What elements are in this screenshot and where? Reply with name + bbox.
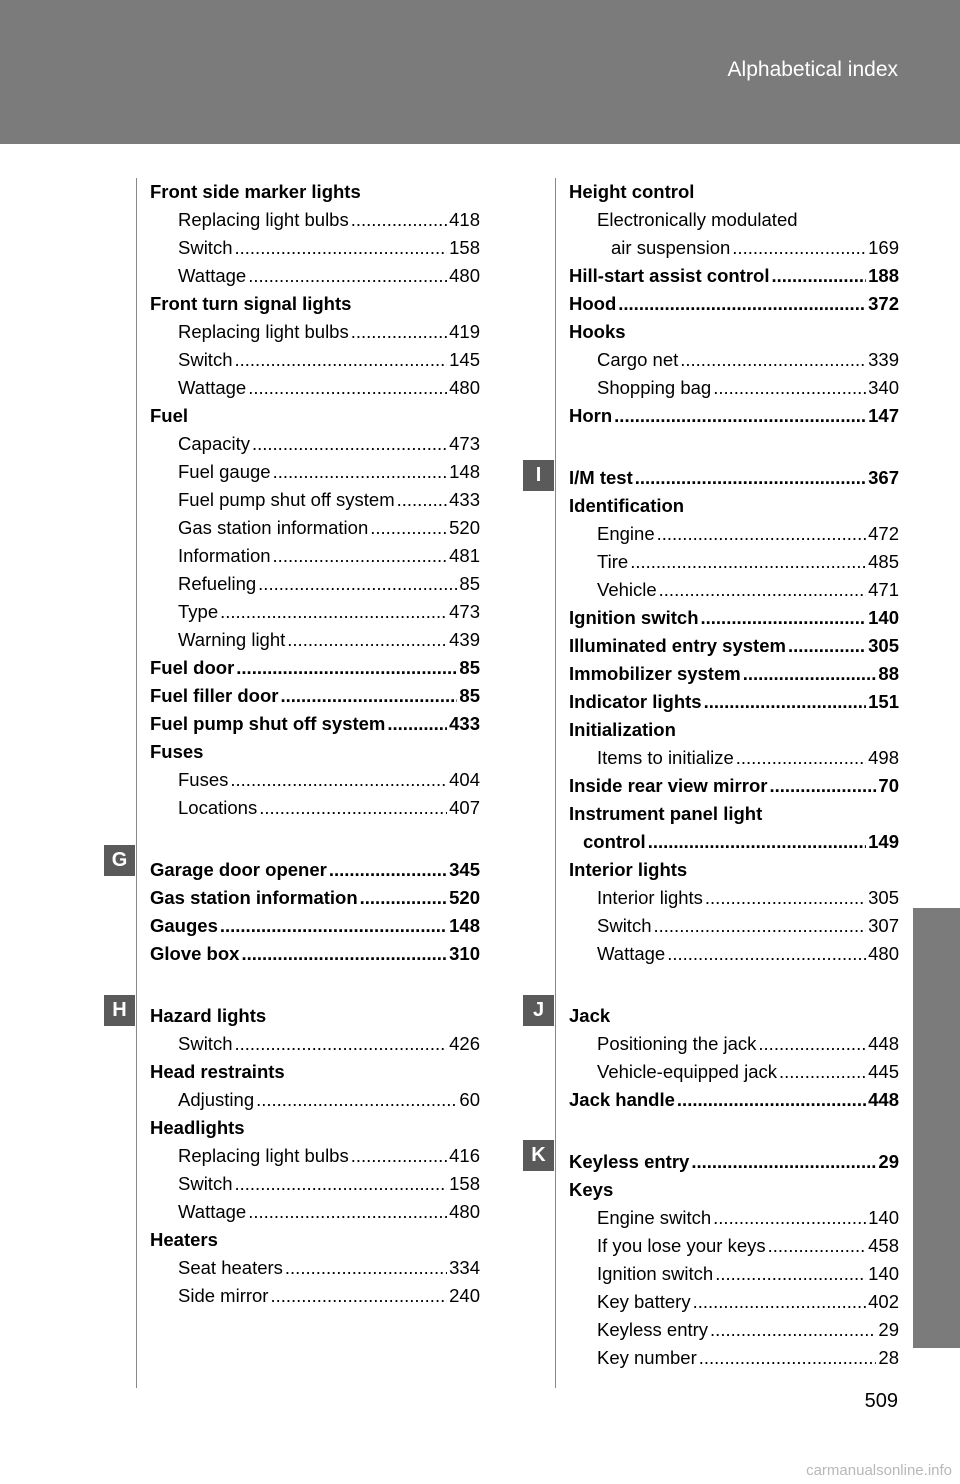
page-reference[interactable]: 404 bbox=[449, 769, 480, 790]
index-subentry[interactable] bbox=[569, 744, 899, 772]
entry-label: Engine bbox=[597, 523, 655, 544]
dot-leader bbox=[736, 744, 866, 772]
index-heading[interactable] bbox=[569, 772, 899, 800]
index-subentry[interactable] bbox=[569, 346, 899, 374]
index-heading bbox=[569, 800, 899, 828]
entry-label: Switch bbox=[597, 915, 652, 936]
entry-label: Key number bbox=[597, 1347, 697, 1368]
page-reference[interactable]: 472 bbox=[868, 523, 899, 544]
page-reference[interactable]: 334 bbox=[449, 1257, 480, 1278]
entry-label: Wattage bbox=[178, 377, 247, 398]
page-reference[interactable]: 148 bbox=[449, 915, 480, 936]
dot-leader bbox=[252, 430, 447, 458]
section-gap bbox=[569, 1114, 899, 1148]
entry-label: Information bbox=[178, 545, 271, 566]
entry-label: air suspension bbox=[611, 237, 731, 258]
dot-leader bbox=[657, 520, 867, 548]
dot-leader bbox=[351, 206, 447, 234]
dot-leader bbox=[677, 1086, 866, 1114]
entry-label: Wattage bbox=[178, 1201, 247, 1222]
dot-leader bbox=[693, 1288, 867, 1316]
page-reference[interactable]: 458 bbox=[868, 1235, 899, 1256]
index-subentry[interactable] bbox=[569, 1058, 899, 1086]
index-subentry[interactable] bbox=[569, 374, 899, 402]
index-heading bbox=[150, 290, 480, 318]
dot-leader bbox=[614, 402, 866, 430]
index-subentry[interactable] bbox=[150, 486, 480, 514]
page-reference[interactable]: 345 bbox=[449, 859, 480, 880]
dot-leader bbox=[758, 1030, 866, 1058]
dot-leader bbox=[235, 346, 448, 374]
page-reference[interactable]: 148 bbox=[449, 461, 480, 482]
index-heading[interactable] bbox=[150, 912, 480, 940]
index-subentry[interactable] bbox=[150, 570, 480, 598]
dot-leader bbox=[360, 884, 447, 912]
index-heading bbox=[150, 738, 480, 766]
index-heading[interactable] bbox=[150, 682, 480, 710]
index-subentry[interactable] bbox=[569, 940, 899, 968]
dot-leader bbox=[701, 604, 867, 632]
index-heading bbox=[150, 178, 480, 206]
index-subentry[interactable] bbox=[569, 1316, 899, 1344]
index-subentry[interactable] bbox=[150, 766, 480, 794]
index-subentry[interactable] bbox=[569, 576, 899, 604]
dot-leader bbox=[705, 884, 866, 912]
entry-label: Heaters bbox=[150, 1229, 218, 1250]
page-reference[interactable]: 473 bbox=[449, 601, 480, 622]
entry-label: Keyless entry bbox=[569, 1151, 690, 1172]
index-subentry[interactable] bbox=[569, 912, 899, 940]
page-reference[interactable]: 140 bbox=[868, 1207, 899, 1228]
entry-label: Engine switch bbox=[597, 1207, 712, 1228]
index-subentry[interactable] bbox=[150, 626, 480, 654]
entry-label: Switch bbox=[178, 1173, 233, 1194]
index-heading[interactable] bbox=[569, 262, 899, 290]
entry-label: Keyless entry bbox=[597, 1319, 709, 1340]
page-reference[interactable]: 140 bbox=[868, 1263, 899, 1284]
index-subentry[interactable] bbox=[150, 430, 480, 458]
index-heading bbox=[569, 856, 899, 884]
entry-label: Fuel door bbox=[150, 657, 235, 678]
index-column-left bbox=[150, 178, 480, 1310]
index-subentry[interactable] bbox=[569, 1204, 899, 1232]
index-heading[interactable] bbox=[150, 884, 480, 912]
dot-leader bbox=[235, 1170, 448, 1198]
dot-leader bbox=[248, 1198, 447, 1226]
entry-label: Gas station information bbox=[150, 887, 358, 908]
dot-leader bbox=[654, 912, 867, 940]
entry-label: Tire bbox=[597, 551, 629, 572]
index-subentry[interactable] bbox=[150, 514, 480, 542]
entry-label: Capacity bbox=[178, 433, 250, 454]
entry-label: Items to initialize bbox=[597, 747, 734, 768]
dot-leader bbox=[329, 856, 447, 884]
index-heading[interactable] bbox=[569, 1148, 899, 1176]
page-reference[interactable]: 305 bbox=[868, 635, 899, 656]
page-reference[interactable]: 149 bbox=[868, 831, 899, 852]
entry-label: Seat heaters bbox=[178, 1257, 283, 1278]
page-reference[interactable]: 85 bbox=[459, 657, 480, 678]
page-reference[interactable]: 416 bbox=[449, 1145, 480, 1166]
dot-leader bbox=[713, 1204, 866, 1232]
section-letter-j[interactable]: J bbox=[523, 995, 554, 1026]
index-heading bbox=[569, 1176, 899, 1204]
page-reference[interactable]: 158 bbox=[449, 1173, 480, 1194]
page-reference[interactable]: 29 bbox=[878, 1319, 899, 1340]
index-subentry[interactable] bbox=[569, 1232, 899, 1260]
section-gap bbox=[569, 430, 899, 464]
index-heading bbox=[150, 1058, 480, 1086]
page-reference[interactable]: 310 bbox=[449, 943, 480, 964]
index-subentry[interactable] bbox=[150, 346, 480, 374]
entry-label: Cargo net bbox=[597, 349, 679, 370]
section-letter-k[interactable]: K bbox=[523, 1140, 554, 1171]
dot-leader bbox=[699, 1344, 877, 1372]
index-heading[interactable] bbox=[150, 710, 480, 738]
entry-label: Glove box bbox=[150, 943, 240, 964]
entry-label: Vehicle bbox=[597, 579, 657, 600]
index-subentry[interactable] bbox=[150, 374, 480, 402]
page-reference[interactable]: 418 bbox=[449, 209, 480, 230]
dot-leader bbox=[771, 262, 866, 290]
entry-label: Indicator lights bbox=[569, 691, 702, 712]
dot-leader bbox=[258, 570, 457, 598]
entry-label: If you lose your keys bbox=[597, 1235, 766, 1256]
index-heading bbox=[569, 716, 899, 744]
dot-leader bbox=[715, 1260, 866, 1288]
page-reference[interactable]: 85 bbox=[459, 685, 480, 706]
index-heading[interactable] bbox=[569, 402, 899, 430]
page-reference[interactable]: 433 bbox=[449, 489, 480, 510]
dot-leader bbox=[630, 548, 866, 576]
dot-leader bbox=[256, 1086, 457, 1114]
page-reference[interactable]: 433 bbox=[449, 713, 480, 734]
dot-leader bbox=[710, 1316, 876, 1344]
dot-leader bbox=[635, 464, 866, 492]
index-subentry[interactable] bbox=[150, 1170, 480, 1198]
entry-label: Gauges bbox=[150, 915, 218, 936]
entry-label: Keys bbox=[569, 1179, 614, 1200]
dot-leader bbox=[659, 576, 866, 604]
dot-leader bbox=[680, 346, 866, 374]
page-reference[interactable]: 169 bbox=[868, 237, 899, 258]
entry-label: Instrument panel light bbox=[569, 803, 763, 824]
entry-label: Hill-start assist control bbox=[569, 265, 770, 286]
dot-leader bbox=[235, 234, 448, 262]
page-reference[interactable]: 485 bbox=[868, 551, 899, 572]
index-heading bbox=[150, 1226, 480, 1254]
dot-leader bbox=[220, 598, 447, 626]
index-heading bbox=[569, 318, 899, 346]
section-letter-h[interactable]: H bbox=[104, 995, 135, 1026]
entry-label: Locations bbox=[178, 797, 258, 818]
page-reference[interactable]: 480 bbox=[449, 265, 480, 286]
index-heading[interactable] bbox=[569, 688, 899, 716]
page-reference[interactable]: 158 bbox=[449, 237, 480, 258]
entry-label: Key battery bbox=[597, 1291, 691, 1312]
index-heading bbox=[569, 1002, 899, 1030]
index-subentry[interactable] bbox=[150, 1198, 480, 1226]
watermark: carmanualsonline.info bbox=[806, 1462, 952, 1479]
index-subentry[interactable] bbox=[150, 234, 480, 262]
dot-leader bbox=[241, 940, 447, 968]
entry-label: Replacing light bulbs bbox=[178, 321, 349, 342]
entry-label: Fuel filler door bbox=[150, 685, 279, 706]
page-reference[interactable]: 60 bbox=[459, 1089, 480, 1110]
index-subentry[interactable] bbox=[569, 548, 899, 576]
index-subentry[interactable] bbox=[150, 1254, 480, 1282]
entry-label: Front side marker lights bbox=[150, 181, 361, 202]
page-reference[interactable]: 339 bbox=[868, 349, 899, 370]
entry-label: Vehicle-equipped jack bbox=[597, 1061, 777, 1082]
index-heading bbox=[150, 1114, 480, 1142]
entry-label: Fuel bbox=[150, 405, 189, 426]
page-reference[interactable]: 480 bbox=[449, 377, 480, 398]
page-reference[interactable]: 419 bbox=[449, 321, 480, 342]
dot-leader bbox=[351, 1142, 447, 1170]
entry-label: Type bbox=[178, 601, 219, 622]
left-column-rule bbox=[136, 178, 137, 1388]
index-subentry[interactable] bbox=[569, 1344, 899, 1372]
page-reference[interactable]: 340 bbox=[868, 377, 899, 398]
index-heading[interactable] bbox=[150, 654, 480, 682]
page-reference[interactable]: 407 bbox=[449, 797, 480, 818]
entry-label: Fuses bbox=[150, 741, 204, 762]
entry-label: Garage door opener bbox=[150, 859, 327, 880]
index-heading[interactable] bbox=[569, 464, 899, 492]
entry-label: Interior lights bbox=[569, 859, 688, 880]
dot-leader bbox=[618, 290, 866, 318]
entry-label: I/M test bbox=[569, 467, 633, 488]
dot-leader bbox=[648, 828, 866, 856]
entry-label: Height control bbox=[569, 181, 695, 202]
page-reference[interactable]: 85 bbox=[459, 573, 480, 594]
index-subentry[interactable] bbox=[569, 1030, 899, 1058]
dot-leader bbox=[230, 766, 447, 794]
index-subentry[interactable] bbox=[150, 1086, 480, 1114]
dot-leader bbox=[691, 1148, 876, 1176]
dot-leader bbox=[287, 626, 447, 654]
page-reference[interactable]: 307 bbox=[868, 915, 899, 936]
entry-label: Illuminated entry system bbox=[569, 635, 786, 656]
index-subentry[interactable] bbox=[150, 1030, 480, 1058]
entry-label: Hooks bbox=[569, 321, 626, 342]
entry-label: Initialization bbox=[569, 719, 676, 740]
entry-label: Horn bbox=[569, 405, 613, 426]
index-subentry[interactable] bbox=[150, 1282, 480, 1310]
dot-leader bbox=[769, 772, 876, 800]
entry-label: Fuel gauge bbox=[178, 461, 271, 482]
dot-leader bbox=[248, 262, 447, 290]
entry-label: Immobilizer system bbox=[569, 663, 741, 684]
dot-leader bbox=[235, 1030, 448, 1058]
dot-leader bbox=[768, 1232, 866, 1260]
entry-label: Jack handle bbox=[569, 1089, 675, 1110]
index-heading[interactable] bbox=[569, 604, 899, 632]
entry-label: Interior lights bbox=[597, 887, 703, 908]
entry-label: Replacing light bulbs bbox=[178, 1145, 349, 1166]
section-letter-g[interactable]: G bbox=[104, 845, 135, 876]
page-reference[interactable]: 439 bbox=[449, 629, 480, 650]
index-subentry[interactable] bbox=[150, 318, 480, 346]
index-heading bbox=[150, 402, 480, 430]
index-heading[interactable] bbox=[569, 660, 899, 688]
index-heading[interactable] bbox=[569, 828, 899, 856]
section-thumb-tab bbox=[913, 908, 960, 1348]
entry-label: Fuel pump shut off system bbox=[178, 489, 395, 510]
entry-label: Electronically modulated bbox=[597, 209, 798, 230]
section-gap bbox=[150, 968, 480, 1002]
page-reference[interactable]: 498 bbox=[868, 747, 899, 768]
page-reference[interactable]: 305 bbox=[868, 887, 899, 908]
dot-leader bbox=[248, 374, 447, 402]
entry-label: Front turn signal lights bbox=[150, 293, 352, 314]
entry-label: Shopping bag bbox=[597, 377, 712, 398]
dot-leader bbox=[732, 234, 866, 262]
entry-label: Wattage bbox=[178, 265, 247, 286]
page-reference[interactable]: 448 bbox=[868, 1033, 899, 1054]
index-subentry[interactable] bbox=[150, 206, 480, 234]
entry-label: Fuses bbox=[178, 769, 229, 790]
entry-label: Side mirror bbox=[178, 1285, 269, 1306]
page-reference[interactable]: 520 bbox=[449, 887, 480, 908]
index-subentry[interactable] bbox=[150, 794, 480, 822]
index-subentry[interactable] bbox=[569, 884, 899, 912]
page-reference[interactable]: 480 bbox=[868, 943, 899, 964]
page-reference[interactable]: 473 bbox=[449, 433, 480, 454]
index-heading[interactable] bbox=[569, 632, 899, 660]
dot-leader bbox=[351, 318, 447, 346]
entry-label: Identification bbox=[569, 495, 685, 516]
section-gap bbox=[569, 968, 899, 1002]
index-subentry[interactable] bbox=[150, 262, 480, 290]
index-subentry[interactable] bbox=[569, 234, 899, 262]
index-column-right bbox=[569, 178, 899, 1372]
dot-leader bbox=[704, 688, 867, 716]
entry-label: Adjusting bbox=[178, 1089, 255, 1110]
entry-label: Refueling bbox=[178, 573, 257, 594]
page-reference[interactable]: 145 bbox=[449, 349, 480, 370]
entry-label: Ignition switch bbox=[597, 1263, 714, 1284]
page-reference[interactable]: 402 bbox=[868, 1291, 899, 1312]
dot-leader bbox=[236, 654, 457, 682]
page-reference[interactable]: 445 bbox=[868, 1061, 899, 1082]
page-reference[interactable]: 372 bbox=[868, 293, 899, 314]
dot-leader bbox=[397, 486, 448, 514]
page-reference[interactable]: 240 bbox=[449, 1285, 480, 1306]
page-number: 509 bbox=[864, 1390, 898, 1412]
dot-leader bbox=[743, 660, 877, 688]
index-subentry[interactable] bbox=[569, 520, 899, 548]
index-heading[interactable] bbox=[150, 940, 480, 968]
entry-label: Hazard lights bbox=[150, 1005, 267, 1026]
dot-leader bbox=[220, 912, 447, 940]
entry-label: Positioning the jack bbox=[597, 1033, 757, 1054]
dot-leader bbox=[713, 374, 866, 402]
index-heading[interactable] bbox=[569, 290, 899, 318]
index-subentry[interactable] bbox=[569, 1260, 899, 1288]
entry-label: Fuel pump shut off system bbox=[150, 713, 386, 734]
dot-leader bbox=[259, 794, 447, 822]
index-heading bbox=[569, 492, 899, 520]
right-column-rule bbox=[555, 178, 556, 1388]
page-reference[interactable]: 481 bbox=[449, 545, 480, 566]
dot-leader bbox=[273, 458, 448, 486]
entry-label: Warning light bbox=[178, 629, 286, 650]
header-title: Alphabetical index bbox=[727, 58, 898, 81]
index-subentry bbox=[569, 206, 899, 234]
dot-leader bbox=[387, 710, 447, 738]
entry-label: Switch bbox=[178, 349, 233, 370]
index-heading[interactable] bbox=[150, 856, 480, 884]
page-reference[interactable]: 88 bbox=[878, 663, 899, 684]
entry-label: Head restraints bbox=[150, 1061, 285, 1082]
page-reference[interactable]: 29 bbox=[878, 1151, 899, 1172]
entry-label: Gas station information bbox=[178, 517, 369, 538]
dot-leader bbox=[370, 514, 447, 542]
page-header bbox=[0, 0, 960, 144]
page-reference[interactable]: 188 bbox=[868, 265, 899, 286]
entry-label: Jack bbox=[569, 1005, 611, 1026]
entry-label: Headlights bbox=[150, 1117, 245, 1138]
dot-leader bbox=[788, 632, 866, 660]
dot-leader bbox=[667, 940, 866, 968]
page-reference[interactable]: 471 bbox=[868, 579, 899, 600]
entry-label: Inside rear view mirror bbox=[569, 775, 768, 796]
dot-leader bbox=[285, 1254, 447, 1282]
entry-label: Replacing light bulbs bbox=[178, 209, 349, 230]
page-reference[interactable]: 426 bbox=[449, 1033, 480, 1054]
section-letter-i[interactable]: I bbox=[523, 460, 554, 491]
page-reference[interactable]: 448 bbox=[868, 1089, 899, 1110]
index-heading[interactable] bbox=[569, 1086, 899, 1114]
page-reference[interactable]: 520 bbox=[449, 517, 480, 538]
dot-leader bbox=[273, 542, 448, 570]
page-reference[interactable]: 151 bbox=[868, 691, 899, 712]
entry-label: Switch bbox=[178, 1033, 233, 1054]
entry-label: Switch bbox=[178, 237, 233, 258]
page-reference[interactable]: 367 bbox=[868, 467, 899, 488]
page-reference[interactable]: 480 bbox=[449, 1201, 480, 1222]
index-subentry[interactable] bbox=[150, 458, 480, 486]
page-reference[interactable]: 70 bbox=[878, 775, 899, 796]
entry-label: Hood bbox=[569, 293, 617, 314]
page-reference[interactable]: 28 bbox=[878, 1347, 899, 1368]
page-reference[interactable]: 140 bbox=[868, 607, 899, 628]
index-subentry[interactable] bbox=[150, 1142, 480, 1170]
index-subentry[interactable] bbox=[150, 598, 480, 626]
dot-leader bbox=[779, 1058, 866, 1086]
page-reference[interactable]: 147 bbox=[868, 405, 899, 426]
entry-label: Ignition switch bbox=[569, 607, 699, 628]
entry-label: control bbox=[583, 831, 646, 852]
index-heading bbox=[150, 1002, 480, 1030]
entry-label: Wattage bbox=[597, 943, 666, 964]
dot-leader bbox=[280, 682, 457, 710]
index-heading bbox=[569, 178, 899, 206]
section-gap bbox=[150, 822, 480, 856]
dot-leader bbox=[270, 1282, 447, 1310]
index-subentry[interactable] bbox=[150, 542, 480, 570]
index-subentry[interactable] bbox=[569, 1288, 899, 1316]
